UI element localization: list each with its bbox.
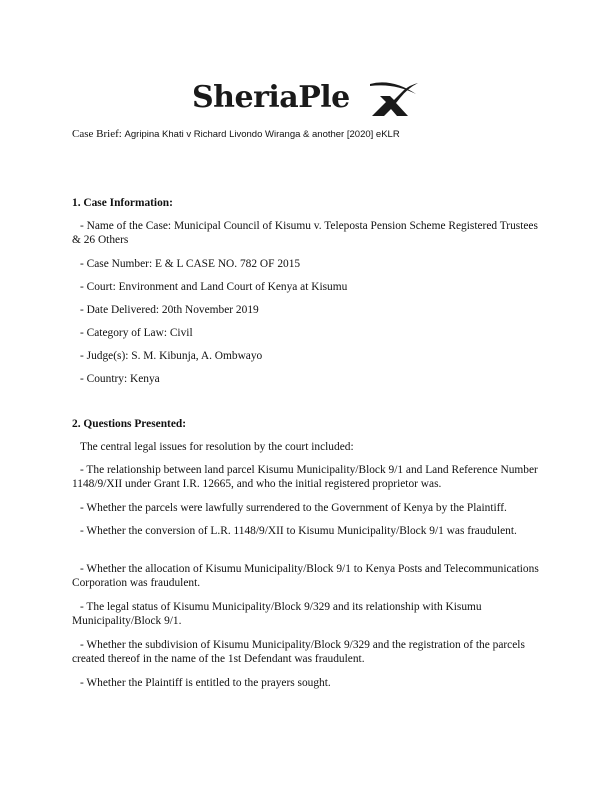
question-item: - The legal status of Kisumu Municipality/Block 9/329 and its relationship with Kisumu Municipality/Block 9/1. <box>72 601 482 627</box>
logo-wordmark: SheriaPle <box>192 80 350 115</box>
judges-item: - Judge(s): S. M. Kibunja, A. Ombwayo <box>80 350 263 362</box>
case-brief-title <box>72 128 400 140</box>
country-item: - Country: Kenya <box>80 373 160 385</box>
case-name-item: - Name of the Case: Municipal Council of Kisumu v. Teleposta Pension Scheme Registered Trustees & 26 Others <box>72 220 538 246</box>
section-heading-case-information: 1. Case Information: <box>72 197 173 209</box>
court-item: - Court: Environment and Land Court of Kenya at Kisumu <box>80 281 348 293</box>
case-brief-name: Agripina Khati v Richard Livondo Wiranga & another [2020] eKLR <box>124 129 400 140</box>
question-item: - Whether the parcels were lawfully surrendered to the Government of Kenya by the Plaintiff. <box>80 502 507 514</box>
questions-intro: The central legal issues for resolution by the court included: <box>80 441 354 453</box>
sheriaplex-logo <box>192 78 422 120</box>
question-item: - The relationship between land parcel Kisumu Municipality/Block 9/1 and Land Reference Number 1148/9/XII under Grant I.R. 12665, and who the initial registered proprietor was. <box>72 464 538 490</box>
case-brief-label: Case Brief: <box>72 128 125 140</box>
section-heading-questions-presented: 2. Questions Presented: <box>72 418 187 430</box>
question-item: - Whether the allocation of Kisumu Municipality/Block 9/1 to Kenya Posts and Telecommunications Corporation was fraudulent. <box>72 563 539 589</box>
question-item: - Whether the subdivision of Kisumu Municipality/Block 9/329 and the registration of the parcels created thereof in the name of the 1st Defendant was fraudulent. <box>72 639 525 665</box>
date-delivered-item: - Date Delivered: 20th November 2019 <box>80 304 259 316</box>
category-of-law-item: - Category of Law: Civil <box>80 327 193 339</box>
x-swoosh-icon <box>370 80 420 118</box>
case-number-item: - Case Number: E & L CASE NO. 782 OF 2015 <box>80 258 301 270</box>
question-item: - Whether the Plaintiff is entitled to the prayers sought. <box>80 677 331 689</box>
question-item: - Whether the conversion of L.R. 1148/9/XII to Kisumu Municipality/Block 9/1 was fraudulent. <box>80 525 517 537</box>
